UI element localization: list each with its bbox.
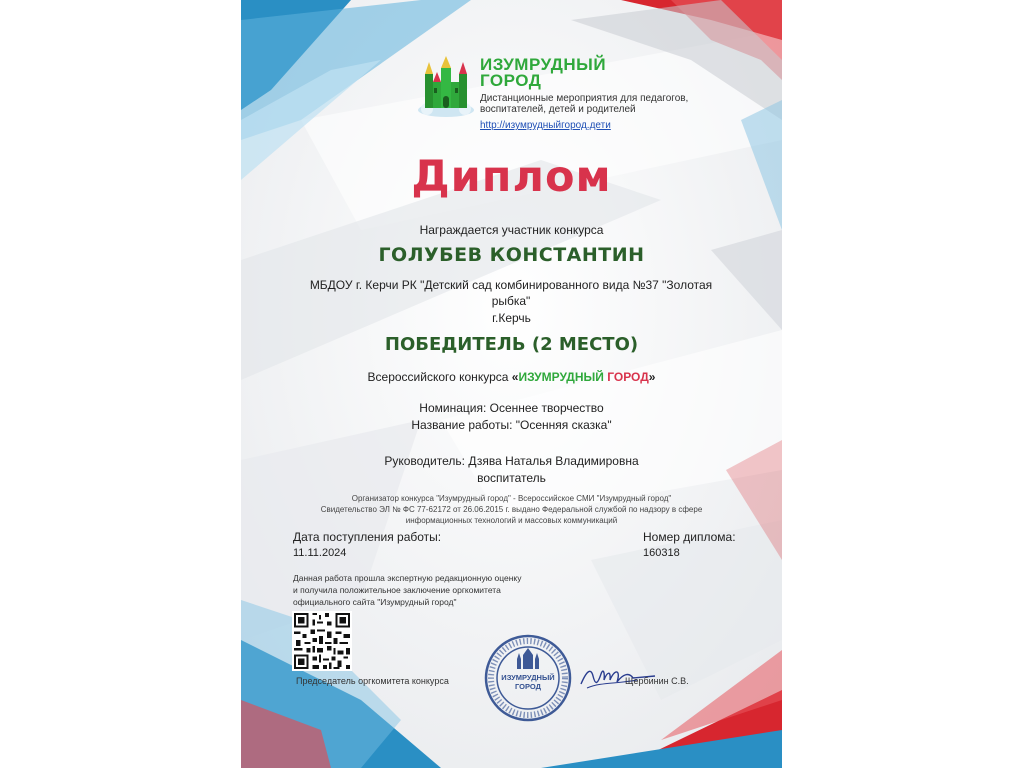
organizer-info [301, 493, 722, 526]
contest-line [241, 370, 782, 384]
chairman-label: Председатель оргкомитета конкурса [296, 676, 449, 686]
work-title: Название работы: "Осенняя сказка" [411, 418, 612, 432]
contest-name-green: ИЗУМРУДНЫЙ [518, 370, 604, 384]
stamp-line1: ИЗУМРУДНЫЙ [501, 673, 555, 682]
review-line3: официального сайта "Изумрудный город" [293, 597, 457, 607]
organizer-line1: Организатор конкурса "Изумрудный город" - Всероссийское СМИ "Изумрудный город" [351, 494, 672, 503]
castle-logo-icon [415, 56, 477, 118]
quote-open: « [511, 370, 519, 384]
qr-code-icon [292, 611, 352, 671]
diploma-title: Диплом [411, 152, 612, 202]
place-award: ПОБЕДИТЕЛЬ (2 МЕСТО) [384, 334, 639, 355]
diploma-page [241, 0, 782, 768]
brand-name [480, 57, 606, 89]
brand-tagline [480, 93, 710, 115]
review-note [293, 572, 573, 608]
awarded-text: Награждается участник конкурса [419, 223, 604, 237]
organizer-line3: информационных технологий и массовых коммуникаций [405, 516, 618, 525]
leader: Руководитель: Дзява Наталья Владимировна [384, 454, 639, 468]
site-link[interactable]: http://изумрудныйгород.дети [480, 120, 611, 131]
diploma-number-label: Номер диплома: [643, 530, 736, 544]
stamp-line2: ГОРОД [515, 682, 541, 691]
participant-name: ГОЛУБЕВ КОНСТАНТИН [378, 244, 645, 266]
review-line1: Данная работа прошла экспертную редакционную оценку [293, 573, 522, 583]
contest-name-red: ГОРОД [607, 370, 649, 384]
tagline-line1: Дистанционные мероприятия для педагогов, [480, 93, 689, 104]
brand-name-line2: ГОРОД [480, 71, 542, 90]
tagline-line2: воспитателей, детей и родителей [480, 104, 636, 115]
leader-position: воспитатель [477, 471, 546, 485]
round-stamp-icon [483, 633, 573, 723]
quote-close: » [648, 370, 656, 384]
nomination: Номинация: Осеннее творчество [419, 401, 604, 415]
date-value: 11.11.2024 [293, 547, 347, 559]
organizer-line2: Свидетельство ЭЛ № ФС 77-62172 от 26.06.2015 г. выдано Федеральной службой по надзору в сфере [320, 505, 703, 514]
review-line2: и получила положительное заключение оргкомитета [293, 585, 501, 595]
signer-name: Щербинин С.В. [625, 676, 689, 686]
institution: МБДОУ г. Керчи РК "Детский сад комбинированного вида №37 "Золотая рыбка" [309, 278, 713, 308]
brand-name-line1: ИЗУМРУДНЫЙ [480, 55, 607, 74]
diploma-number-value: 160318 [643, 547, 680, 559]
date-label: Дата поступления работы: [293, 530, 442, 544]
city: г.Керчь [492, 311, 531, 325]
stamp-center-text [483, 673, 573, 691]
contest-prefix: Всероссийского конкурса [367, 370, 509, 384]
